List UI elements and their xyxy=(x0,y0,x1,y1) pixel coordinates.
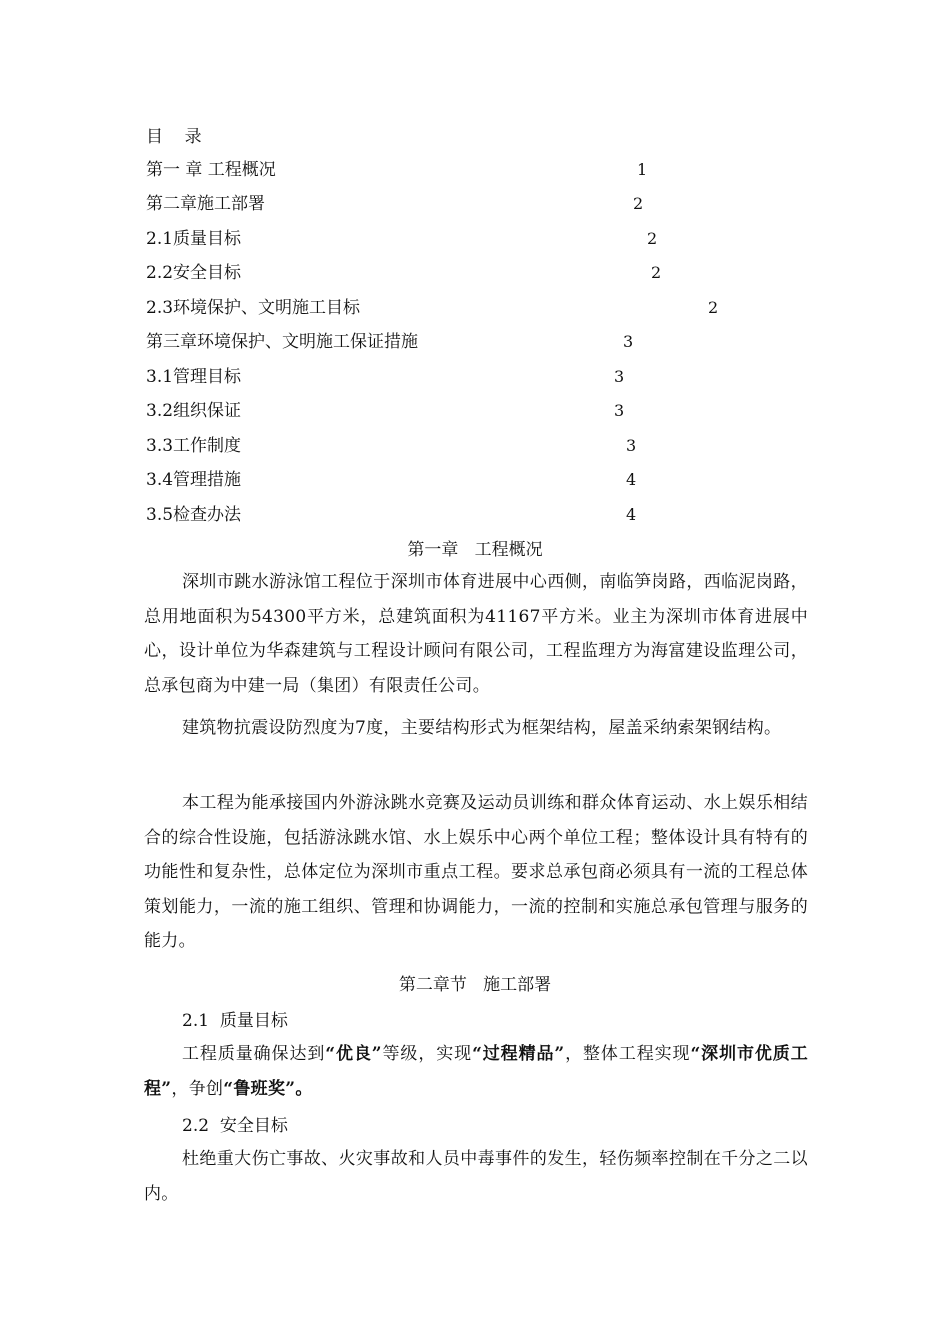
toc-entry-label[interactable]: 第二章施工部署 xyxy=(146,194,265,214)
toc-entry-label[interactable]: 2.2安全目标 xyxy=(146,263,242,283)
chapter1-paragraph: 建筑物抗震设防烈度为7度，主要结构形式为框架结构，屋盖采纳索架钢结构。 xyxy=(182,718,782,738)
section-2-1-title: 2.1 质量目标 xyxy=(182,1011,288,1031)
toc-entry-label[interactable]: 3.3工作制度 xyxy=(146,436,242,456)
toc-entry-page: 4 xyxy=(626,505,637,524)
section-2-2-title: 2.2 安全目标 xyxy=(182,1116,288,1136)
bold-text: “鲁班奖”。 xyxy=(223,1078,313,1099)
bold-text: “深圳市优质工程” xyxy=(144,1044,809,1099)
toc-entry-label[interactable]: 第一 章 工程概况 xyxy=(146,160,276,180)
toc-entry-label[interactable]: 2.3环境保护、文明施工目标 xyxy=(146,298,361,318)
toc-entry-label[interactable]: 2.1质量目标 xyxy=(146,229,242,249)
quality-goal-paragraph: 工程质量确保达到“优良”等级，实现“过程精品”，整体工程实现“深圳市优质工程”，争创“鲁班奖”。 xyxy=(144,1044,809,1099)
toc-entry-label[interactable]: 3.4管理措施 xyxy=(146,470,242,490)
toc-entry-page: 1 xyxy=(637,160,648,179)
toc-entry-label[interactable]: 3.2组织保证 xyxy=(146,401,242,421)
toc-entry-label[interactable]: 第三章环境保护、文明施工保证措施 xyxy=(146,332,418,352)
bold-text: “优良” xyxy=(325,1044,382,1064)
toc-entry-page: 2 xyxy=(708,298,719,317)
chapter1-heading: 第一章 工程概况 xyxy=(407,540,543,560)
chapter1-paragraph: 深圳市跳水游泳馆工程位于深圳市体育进展中心西侧，南临笋岗路，西临泥岗路，总用地面积为54300平方米，总建筑面积为41167平方米。业主为深圳市体育进展中心，设计单位为华森建筑与工程设计顾问有限公司，工程监理方为海富建设监理公司，总承包商为中建一局（集团）有限责任公司。 xyxy=(144,572,808,696)
toc-entry-page: 2 xyxy=(633,194,644,213)
toc-entry-page: 3 xyxy=(614,401,625,420)
toc-entry-page: 4 xyxy=(626,470,637,489)
toc-entry-page: 3 xyxy=(614,367,625,386)
toc-entry-label[interactable]: 3.1管理目标 xyxy=(146,367,242,387)
bold-text: “过程精品” xyxy=(472,1044,565,1064)
safety-goal-paragraph: 杜绝重大伤亡事故、火灾事故和人员中毒事件的发生，轻伤频率控制在千分之二以内。 xyxy=(144,1149,808,1204)
toc-entry-label[interactable]: 3.5检查办法 xyxy=(146,505,242,525)
toc-title: 目 录 xyxy=(146,127,202,147)
chapter2-heading: 第二章节 施工部署 xyxy=(398,975,552,995)
toc-entry-page: 3 xyxy=(626,436,637,455)
chapter1-paragraph: 本工程为能承接国内外游泳跳水竞赛及运动员训练和群众体育运动、水上娱乐相结合的综合性设施，包括游泳跳水馆、水上娱乐中心两个单位工程；整体设计具有特有的功能性和复杂性，总体定位为深圳市重点工程。要求总承包商必须具有一流的工程总体策划能力，一流的施工组织、管理和协调能力，一流的控制和实施总承包管理与服务的能力。 xyxy=(144,793,808,951)
toc-entry-page: 2 xyxy=(651,263,662,282)
toc-entry-page: 3 xyxy=(623,332,634,351)
toc-entry-page: 2 xyxy=(647,229,658,248)
